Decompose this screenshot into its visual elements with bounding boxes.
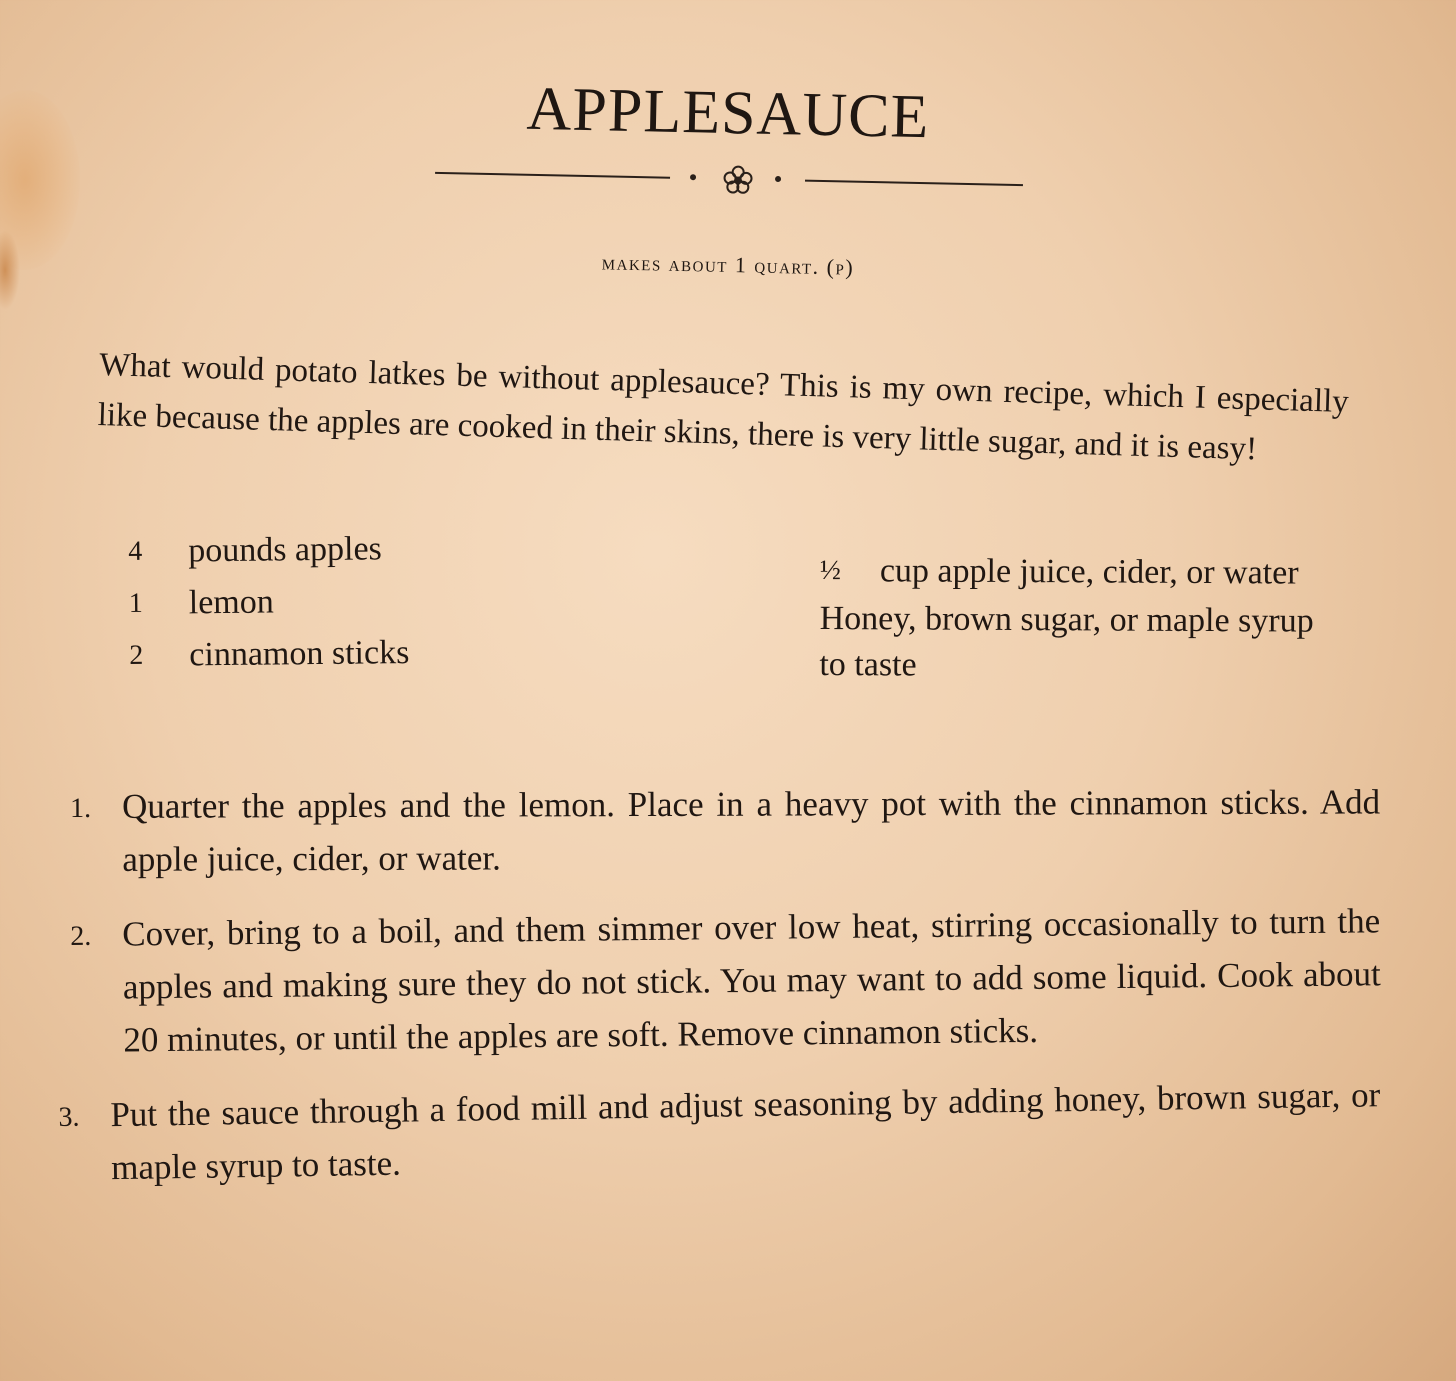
ingredient-qty: 2: [129, 639, 144, 671]
step-item: [70, 894, 1382, 1067]
recipe-yield: makes about 1 quart. (p): [601, 249, 855, 280]
recipe-title: APPLESAUCE: [525, 74, 931, 152]
ingredient-name: cinnamon sticks: [189, 634, 410, 674]
step-item: [70, 775, 1380, 886]
title-ornament: [434, 144, 1025, 216]
ingredient-item: [129, 629, 589, 678]
step-number: 2.: [70, 920, 92, 952]
step-text: Quarter the apples and the lemon. Place in a heavy pot with the cinnamon sticks. Add apple juice, cider, or water.: [122, 782, 1381, 879]
ingredients-left: [128, 525, 590, 686]
ornament-dot-left: [690, 174, 696, 180]
recipe-intro: What would potato latkes be without applesauce? This is my own recipe, which I especially like because the apples are cooked in their skins, there is very little sugar, and it is easy!: [97, 346, 1350, 468]
recipe-steps: [58, 780, 1381, 1217]
ingredient-item: [129, 577, 589, 626]
ingredient-item: [820, 548, 1340, 597]
ingredient-name: cup apple juice, cider, or water: [879, 552, 1299, 592]
ingredients-right: [819, 548, 1340, 693]
ornament-rule-right: [805, 180, 1023, 187]
ingredient-item: [128, 525, 588, 574]
step-number: 3.: [58, 1101, 80, 1133]
flower-icon: [722, 164, 755, 197]
step-item: [58, 1068, 1382, 1195]
ingredient-item: [819, 596, 1339, 691]
step-text: Put the sauce through a food mill and adjust seasoning by adding honey, brown sugar, or maple syrup to taste.: [110, 1075, 1381, 1188]
step-text: Cover, bring to a boil, and them simmer over low heat, stirring occasionally to turn the apples and making sure they do not stick. You may want to add some liquid. Cook about 20 minutes, or until the apples are soft. Remove cinnamon sticks.: [122, 901, 1381, 1060]
step-number: 1.: [70, 792, 92, 824]
ingredient-qty: ½: [819, 554, 841, 587]
ingredient-name: Honey, brown sugar, or maple syrup to taste: [819, 599, 1314, 684]
ingredient-qty: 4: [128, 535, 143, 567]
ornament-dot-right: [775, 176, 781, 182]
ornament-rule-left: [435, 172, 670, 179]
ingredient-name: pounds apples: [188, 530, 382, 570]
ingredient-name: lemon: [188, 583, 274, 622]
ingredient-qty: 1: [128, 587, 143, 619]
